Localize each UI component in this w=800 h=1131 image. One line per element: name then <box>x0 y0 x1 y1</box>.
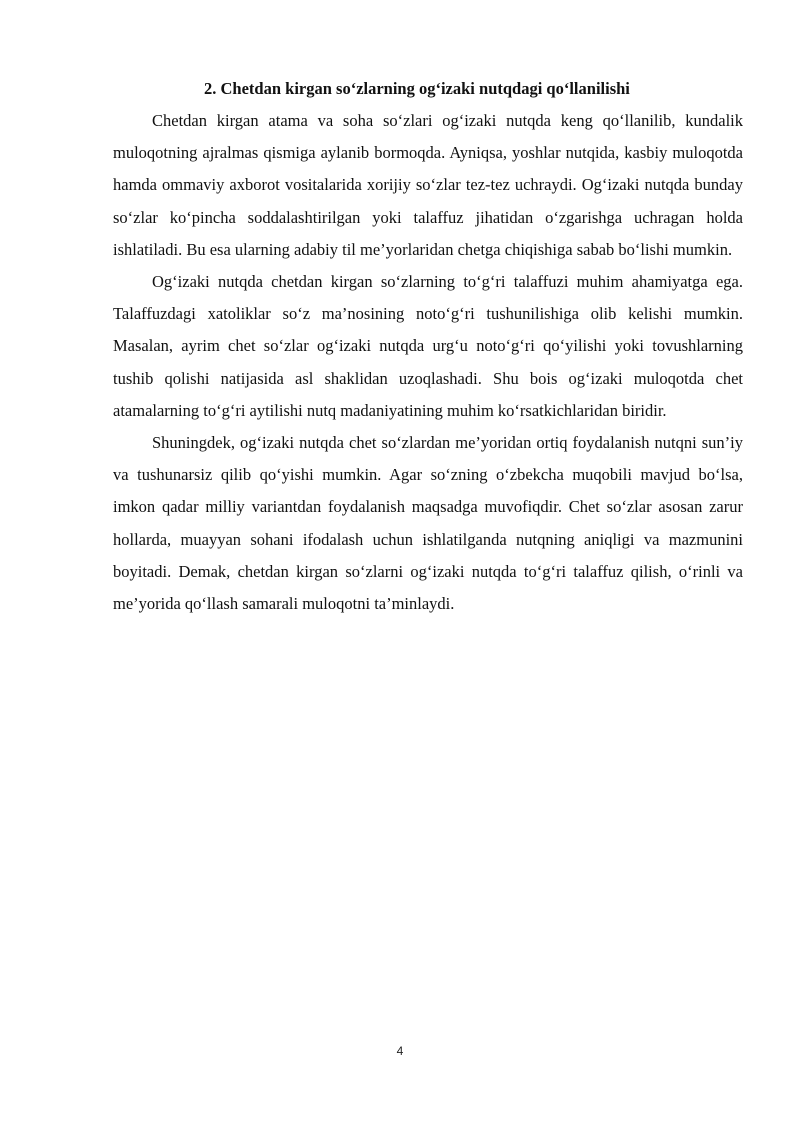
paragraph-1: Chetdan kirgan atama va soha so‘zlari og‘izaki nutqda keng qo‘llanilib, kundalik muloqotning ajralmas qismiga aylanib bormoqda. Ayniqsa, yoshlar nutqida, kasbiy muloqotda hamda ommaviy axborot vositalarida xorijiy so‘zlar tez-tez uchraydi. Og‘izaki nutqda bunday so‘zlar ko‘pincha soddalashtirilgan yoki talaffuz jihatidan o‘zgarishga uchragan holda ishlatiladi. Bu esa ularning adabiy til me’yorlaridan chetga chiqishiga sabab bo‘lishi mumkin. <box>113 111 743 259</box>
page-content <box>113 73 743 620</box>
section-heading: 2. Chetdan kirgan so‘zlarning og‘izaki nutqdagi qo‘llanilishi <box>204 79 630 98</box>
page-number: 4 <box>396 1044 404 1058</box>
paragraph-2: Og‘izaki nutqda chetdan kirgan so‘zlarning to‘g‘ri talaffuzi muhim ahamiyatga ega. Talaffuzdagi xatoliklar so‘z ma’nosining noto‘g‘ri tushunilishiga olib kelishi mumkin. Masalan, ayrim chet so‘zlar og‘izaki nutqda urg‘u noto‘g‘ri qo‘yilishi yoki tovushlarning tushib qolishi natijasida asl shaklidan uzoqlashadi. Shu bois og‘izaki muloqotda chet atamalarning to‘g‘ri aytilishi nutq madaniyatining muhim ko‘rsatkichlaridan biridir. <box>113 272 743 420</box>
paragraph-3: Shuningdek, og‘izaki nutqda chet so‘zlardan me’yoridan ortiq foydalanish nutqni sun’iy va tushunarsiz qilib qo‘yishi mumkin. Agar so‘zning o‘zbekcha muqobili mavjud bo‘lsa, imkon qadar milliy variantdan foydalanish maqsadga muvofiqdir. Chet so‘zlar asosan zarur hollarda, muayyan sohani ifodalash uchun ishlatilganda nutqning aniqligi va mazmunini boyitadi. Demak, chetdan kirgan so‘zlarni og‘izaki nutqda to‘g‘ri talaffuz qilish, o‘rinli va me’yorida qo‘llash samarali muloqotni ta’minlaydi. <box>113 433 743 614</box>
